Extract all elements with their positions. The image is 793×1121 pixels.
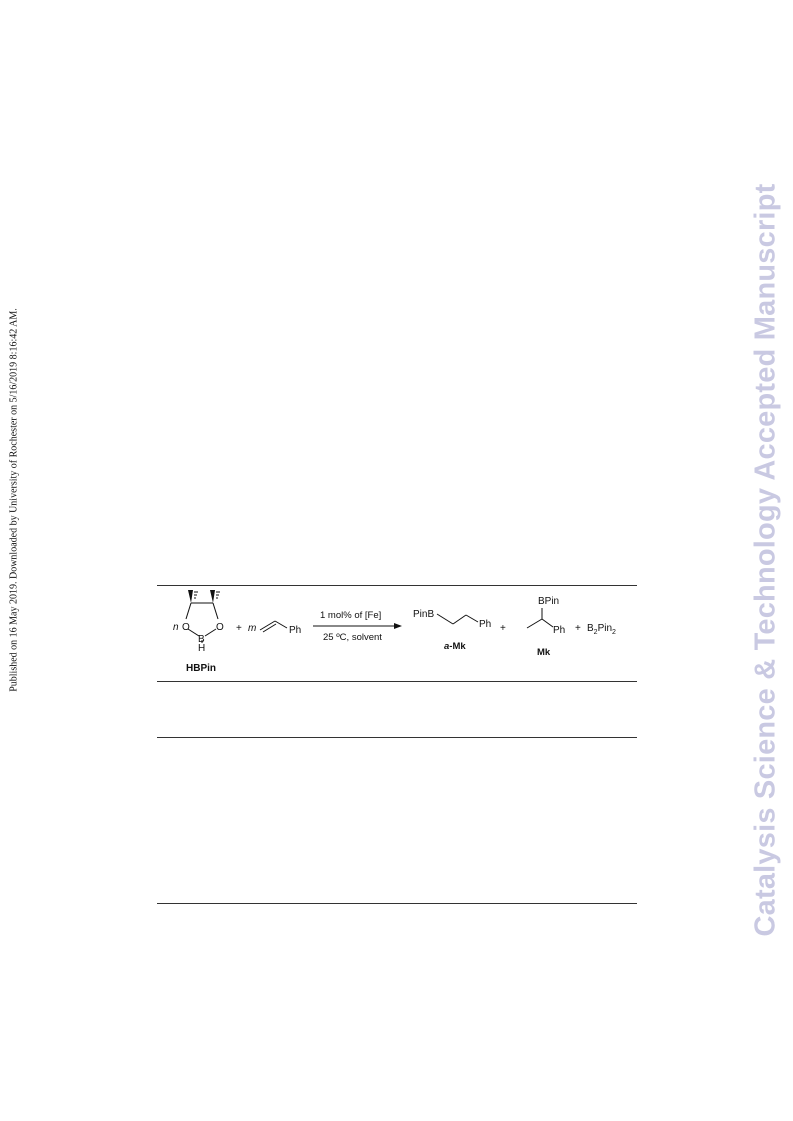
product1-label-prefix: a xyxy=(444,641,450,652)
hbpin-label: HBPin xyxy=(186,663,216,674)
journal-watermark: Catalysis Science & Technology Accepted Manuscript xyxy=(749,183,782,937)
table-bottom-rule xyxy=(157,903,637,904)
product2-bpin: BPin xyxy=(538,596,560,607)
coefficient-m: m xyxy=(248,623,257,634)
coefficient-n: n xyxy=(173,622,179,633)
oxygen-right: O xyxy=(216,622,224,633)
b2pin2-subscript-2: 2 xyxy=(612,629,616,636)
hydrogen-atom: H xyxy=(198,643,206,654)
b2pin2-b: B xyxy=(587,623,594,634)
product2-phenyl: Ph xyxy=(553,625,566,636)
condition-catalyst: 1 mol% of [Fe] xyxy=(320,610,382,621)
styrene-structure xyxy=(260,621,287,632)
product1-phenyl: Ph xyxy=(479,619,492,630)
plus-sign-2: + xyxy=(500,623,506,634)
b2pin2-pin: Pin xyxy=(597,623,613,634)
reaction-scheme xyxy=(157,586,637,682)
plus-sign-1: + xyxy=(236,623,242,634)
product1-label xyxy=(444,641,466,652)
plus-sign-3: + xyxy=(575,623,581,634)
reaction-arrow xyxy=(313,623,402,629)
table-scheme-rule xyxy=(157,681,637,682)
oxygen-left: O xyxy=(182,622,190,633)
product1-label-suffix: -Mk xyxy=(449,641,466,652)
download-notice: Published on 16 May 2019. Downloaded by University of Rochester on 5/16/2019 8:16:42 AM. xyxy=(8,308,20,692)
boron-atom: B xyxy=(198,634,205,645)
b2pin2-formula xyxy=(587,623,616,636)
table-header-rule xyxy=(157,737,637,738)
product2-skeleton xyxy=(527,608,553,628)
b2pin2-subscript-1: 2 xyxy=(593,629,598,636)
condition-temperature-solvent: 25 ºC, solvent xyxy=(323,632,382,643)
styrene-phenyl: Ph xyxy=(289,625,302,636)
product1-pinb: PinB xyxy=(413,609,435,620)
product2-label: Mk xyxy=(537,647,551,658)
product1-chain xyxy=(437,614,478,624)
